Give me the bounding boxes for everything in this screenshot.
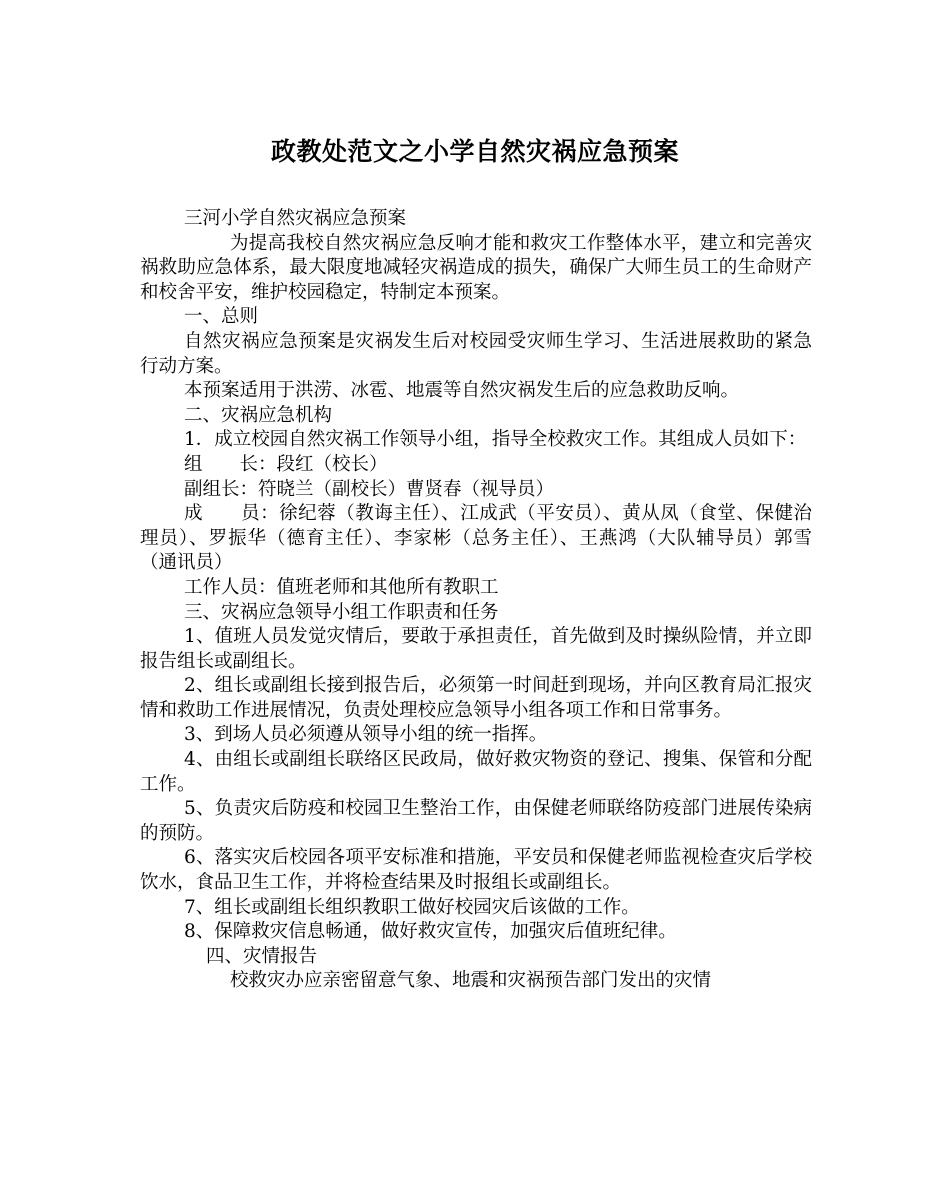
paragraph-duty-2: 2、组长或副组长接到报告后，必须第一时间赶到现场，并向区教育局汇报灾情和救助工作进展情况，负责处理校应急领导小组各项工作和日常事务。 <box>140 675 812 721</box>
paragraph-duty-7: 7、组长或副组长组织教职工做好校园灾后该做的工作。 <box>184 896 640 918</box>
paragraph-team-leader: 组 长：段红（校长） <box>184 453 388 475</box>
paragraph-report-1: 校救灾办应亲密留意气象、地震和灾祸预告部门发出的灾情 <box>230 970 712 992</box>
section-heading-report: 四、灾情报告 <box>206 945 318 967</box>
section-heading-agency: 二、灾祸应急机构 <box>184 404 333 426</box>
paragraph-duty-8: 8、保障救灾信息畅通，做好救灾宣传，加强灾后值班纪律。 <box>184 921 677 943</box>
paragraph-intro: 为提高我校自然灾祸应急反响才能和救灾工作整体水平，建立和完善灾祸救助应急体系，最大限度地减轻灾祸造成的损失，确保广大师生员工的生命财产和校舍平安，维护校园稳定，特制定本预案。 <box>140 232 812 303</box>
paragraph-school-plan-name: 三河小学自然灾祸应急预案 <box>184 208 407 229</box>
paragraph-duty-5: 5、负责灾后防疫和校园卫生整治工作，由保健老师联络防疫部门进展传染病的预防。 <box>140 798 812 844</box>
paragraph-members: 成 员：徐纪蓉（教诲主任）、江成武（平安员）、黄从凤（食堂、保健治理员）、罗振华（德育主任）、李家彬（总务主任）、王燕鸿（大队辅导员）郭雪（通讯员） <box>140 503 812 574</box>
paragraph-duty-6: 6、落实灾后校园各项平安标准和措施，平安员和保健老师监视检查灾后学校饮水，食品卫生工作，并将检查结果及时报组长或副组长。 <box>140 847 812 894</box>
paragraph-duty-3: 3、到场人员必须遵从领导小组的统一指挥。 <box>184 724 548 746</box>
paragraph-general-1: 自然灾祸应急预案是灾祸发生后对校园受灾师生学习、生活进展救助的紧急行动方案。 <box>140 330 812 377</box>
paragraph-staff: 工作人员：值班老师和其他所有教职工 <box>184 576 499 598</box>
paragraph-general-2: 本预案适用于洪涝、冰雹、地震等自然灾祸发生后的应急救助反响。 <box>184 380 740 402</box>
document-title: 政教处范文之小学自然灾祸应急预案 <box>270 137 679 166</box>
section-heading-general: 一、总则 <box>184 306 259 328</box>
paragraph-deputy-leader: 副组长：符晓兰（副校长）曹贤春（视导员） <box>184 478 555 500</box>
section-heading-duties: 三、灾祸应急领导小组工作职责和任务 <box>184 601 499 623</box>
paragraph-agency-1: 1．成立校园自然灾祸工作领导小组，指导全校救灾工作。其组成人员如下： <box>184 429 807 451</box>
paragraph-duty-4: 4、由组长或副组长联络区民政局，做好救灾物资的登记、搜集、保管和分配工作。 <box>140 749 812 795</box>
paragraph-duty-1: 1、值班人员发觉灾情后，要敢于承担责任，首先做到及时操纵险情，并立即报告组长或副组长。 <box>140 626 812 672</box>
document-body <box>140 207 812 994</box>
